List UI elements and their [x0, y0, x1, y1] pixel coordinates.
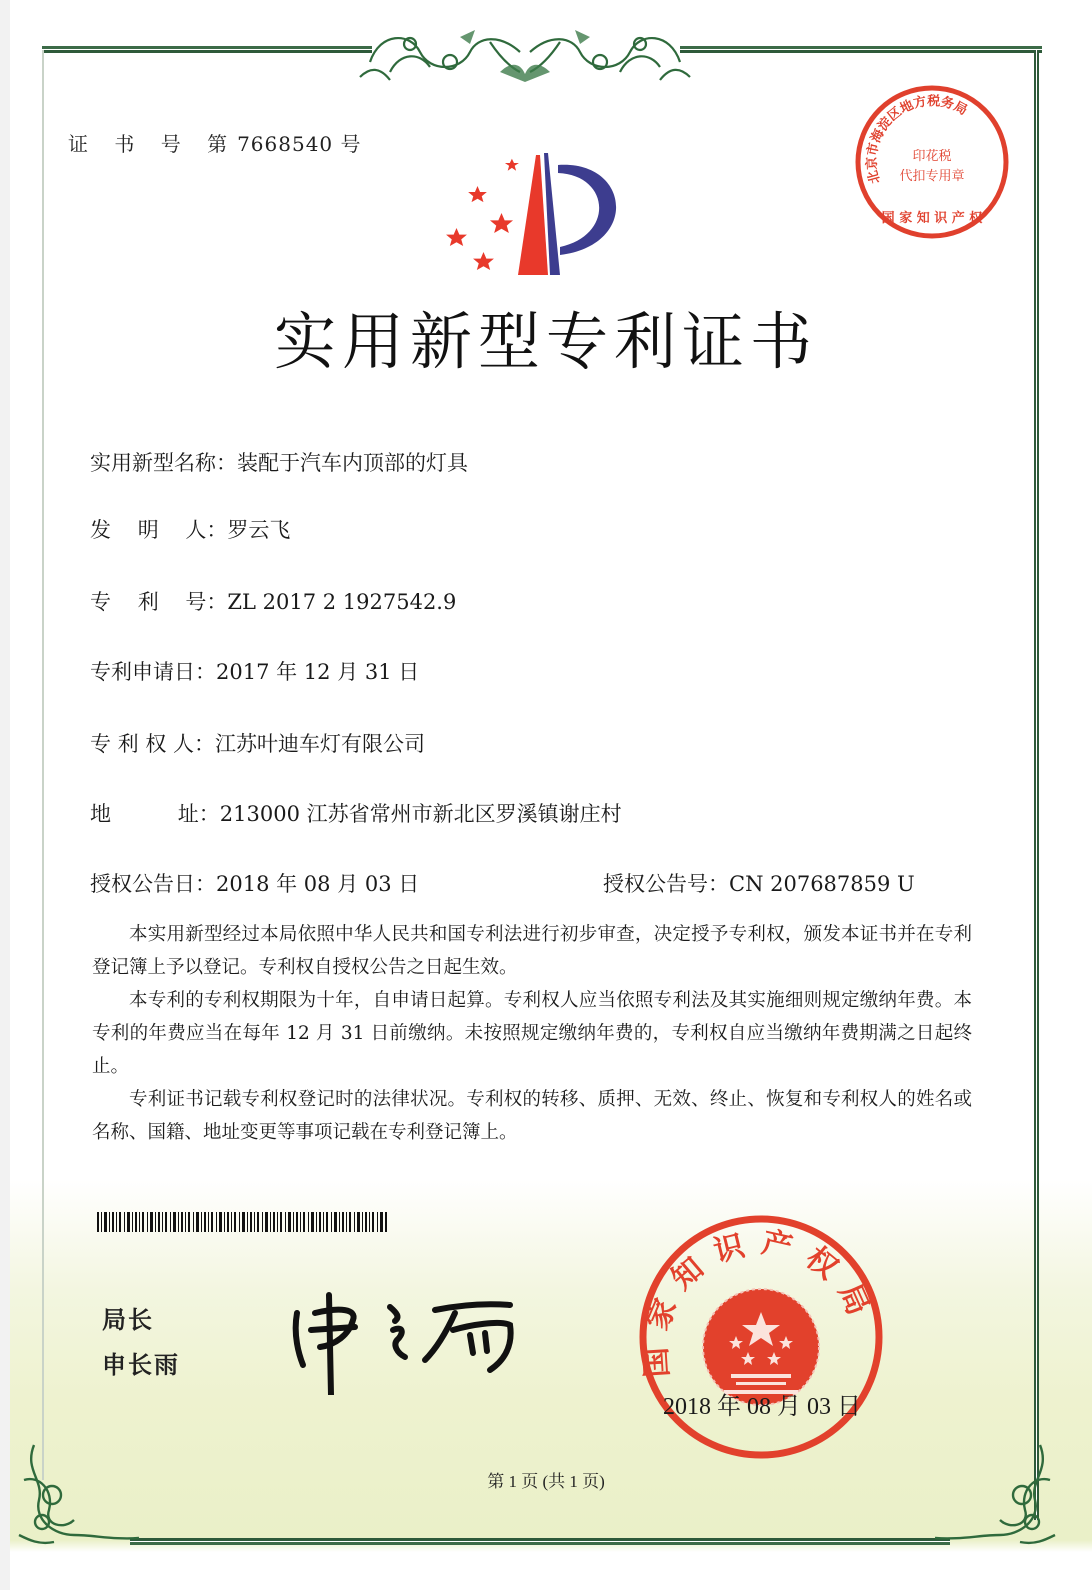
field-value: 2018 年 08 月 03 日 [216, 872, 420, 896]
signatory-name: 申长雨 [102, 1351, 180, 1379]
frame-bottom-border [130, 1538, 950, 1545]
handwritten-signature-icon [285, 1285, 525, 1395]
field-value: 2017 年 12 月 31 日 [216, 660, 420, 684]
certificate-body-text [92, 918, 972, 1149]
frame-top-left-border [42, 46, 372, 53]
barcode-icon [97, 1212, 387, 1232]
certificate-number-prefix: 证 书 号 第 [68, 132, 238, 156]
svg-text:国家知识产权局: 国家知识产权局 [637, 1224, 882, 1379]
svg-text:印花税: 印花税 [912, 149, 952, 164]
scan-edge [0, 0, 10, 1590]
certificate-number [68, 128, 362, 157]
field-grant-announcement-number [603, 868, 915, 898]
svg-text:代扣专用章: 代扣专用章 [899, 169, 965, 184]
certificate-number-value: 7668540 [237, 132, 334, 156]
issue-date: 2018 年 08 月 03 日 [663, 1394, 861, 1420]
field-label: 专 利 号： [90, 590, 228, 614]
bottom-right-ornament-icon [930, 1440, 1060, 1550]
stamp-duty-seal-icon [852, 82, 1012, 242]
bottom-left-ornament-icon [14, 1440, 144, 1550]
field-grant-announcement-date [90, 868, 419, 898]
signatory-title: 局长 [102, 1306, 154, 1334]
page-indicator: 第 1 页 (共 1 页) [487, 1472, 605, 1491]
field-label: 实用新型名称： [90, 451, 237, 475]
field-patent-number [90, 586, 456, 616]
field-utility-model-name [90, 447, 468, 477]
field-label: 地 址： [90, 802, 220, 826]
cnipa-logo-icon [430, 135, 630, 275]
field-label: 专 利 权 人： [90, 732, 216, 756]
field-label: 专利申请日： [90, 660, 216, 684]
field-value: CN 207687859 U [729, 872, 915, 896]
field-patentee [90, 728, 425, 758]
field-application-date [90, 656, 419, 686]
field-label: 授权公告号： [603, 872, 729, 896]
frame-left-border [42, 50, 44, 1480]
certificate-number-suffix: 号 [340, 132, 362, 156]
body-paragraph: 本实用新型经过本局依照中华人民共和国专利法进行初步审查，决定授予专利权，颁发本证书并在专利登记簿上予以登记。专利权自授权公告之日起生效。 [92, 924, 972, 978]
frame-top-right-border [680, 46, 1042, 53]
field-value: 装配于汽车内顶部的灯具 [237, 451, 468, 475]
frame-right-border [1034, 50, 1039, 1520]
national-emblem-seal-icon [636, 1212, 886, 1462]
field-value: 江苏叶迪车灯有限公司 [215, 732, 426, 756]
body-paragraph: 专利证书记载专利权登记时的法律状况。专利权的转移、质押、无效、终止、恢复和专利权人的姓名或名称、国籍、地址变更等事项记载在专利登记簿上。 [92, 1089, 972, 1143]
top-dragon-ornament-icon [350, 22, 700, 86]
certificate-title: 实用新型专利证书 [273, 305, 818, 378]
field-label: 授权公告日： [90, 872, 216, 896]
field-inventor [90, 514, 290, 544]
field-value: 213000 江苏省常州市新北区罗溪镇谢庄村 [219, 802, 622, 826]
field-value: 罗云飞 [227, 518, 291, 542]
body-paragraph: 本专利的专利权期限为十年，自申请日起算。专利权人应当依照专利法及其实施细则规定缴纳年费。本专利的年费应当在每年 12 月 31 日前缴纳。未按照规定缴纳年费的，专利权自应当缴纳年费期满之日起终止。 [92, 990, 972, 1077]
svg-text:北京市海淀区地方税务局: 北京市海淀区地方税务局 [864, 94, 970, 186]
field-label: 发 明 人： [90, 518, 228, 542]
svg-text:国 家 知 识 产 权: 国 家 知 识 产 权 [881, 211, 983, 226]
field-value: ZL 2017 2 1927542.9 [227, 590, 457, 614]
field-address [90, 798, 622, 828]
